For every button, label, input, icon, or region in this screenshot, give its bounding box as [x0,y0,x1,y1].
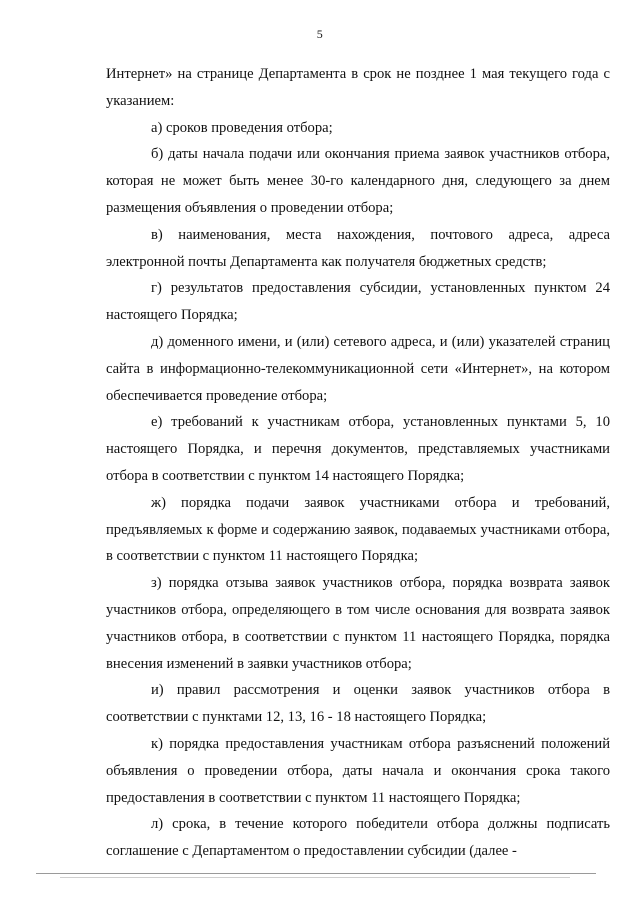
list-item-d: д) доменного имени, и (или) сетевого адреса, и (или) указателей страниц сайта в информационно-телекоммуникационной сети «Интернет», на котором обеспечивается проведение отбора; [106,333,610,404]
list-item-a: а) сроков проведения отбора; [151,119,333,136]
list-item-z: з) порядка отзыва заявок участников отбора, порядка возврата заявок участников отбора, определяющего в том числе основания для возврата заявок участников отбора, в соответствии с пунктом 11 настоящего Порядка, порядка внесения изменений в заявки участников отбора; [106,575,610,672]
paragraph-intro: Интернет» на странице Департамента в срок не позднее 1 мая текущего года с указанием: [106,66,610,109]
list-item-l: л) срока, в течение которого победители отбора должны подписать соглашение с Департаментом о предоставлении субсидии (далее - [106,816,610,860]
list-item-g: г) результатов предоставления субсидии, установленных пунктом 24 настоящего Порядка; [106,280,610,324]
list-item-v: в) наименования, места нахождения, почтового адреса, адреса электронной почты Департамента как получателя бюджетных средств; [106,226,610,270]
page-number: 5 [316,27,324,41]
list-item-b: б) даты начала подачи или окончания приема заявок участников отбора, которая не может быть менее 30-го календарного дня, следующего за днем размещения объявления о проведении отбора; [106,146,610,216]
scan-edge-line-faint [60,877,570,878]
list-item-i: и) правил рассмотрения и оценки заявок участников отбора в соответствии с пунктами 12, 13, 16 - 18 настоящего Порядка; [106,682,610,726]
scan-edge-line [36,873,596,874]
list-item-k: к) порядка предоставления участникам отбора разъяснений положений объявления о проведении отбора, даты начала и окончания срока такого предоставления в соответствии с пунктом 11 настоящего Порядка; [106,735,610,806]
document-body [106,61,610,865]
list-item-e: е) требований к участникам отбора, установленных пунктами 5, 10 настоящего Порядка, и перечня документов, представляемых участниками отбора в соответствии с пунктом 14 настоящего Порядка; [106,414,610,484]
list-item-zh: ж) порядка подачи заявок участниками отбора и требований, предъявляемых к форме и содержанию заявок, подаваемых участниками отбора, в соответствии с пунктом 11 настоящего Порядка; [106,494,610,565]
